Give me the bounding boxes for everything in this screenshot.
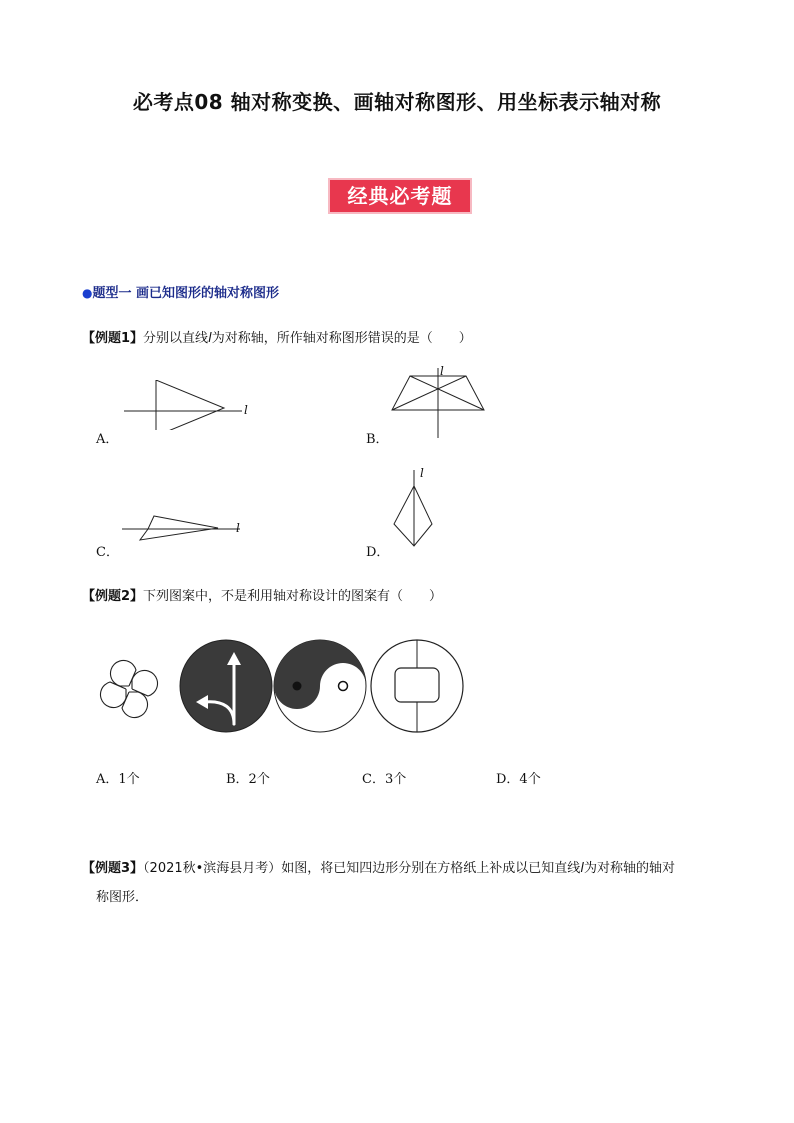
option-a-label: A． — [96, 432, 119, 447]
example-2-text: 下列图案中，不是利用轴对称设计的图案有（ ） — [143, 589, 443, 604]
axis-label-b: l — [440, 364, 444, 378]
coin-hole — [395, 668, 439, 702]
bullet-icon: ● — [82, 286, 93, 300]
option-c-count: C．3个 — [362, 772, 407, 787]
section-header — [82, 282, 279, 301]
option-a-count: A．1个 — [96, 772, 140, 787]
option-d-label: D． — [366, 545, 390, 560]
example-3-question — [82, 857, 675, 876]
example-3-continuation: 称图形． — [96, 890, 149, 905]
axis-label-d: l — [420, 466, 424, 480]
dot-right — [339, 682, 348, 691]
figure-option-a — [120, 380, 260, 430]
dark-circle — [180, 640, 272, 732]
example-1-text-a: 分别以直线 — [143, 331, 209, 346]
triangle-shape — [156, 380, 224, 430]
section-label: 题型一 画已知图形的轴对称图形 — [92, 286, 280, 301]
dot-left — [293, 682, 302, 691]
option-b-label: B． — [366, 432, 389, 447]
figure-option-d — [386, 468, 442, 554]
figure-option-b — [388, 368, 488, 440]
quadrilateral-shape — [140, 516, 218, 540]
example-2-tag: 【例题2】 — [82, 589, 144, 604]
figure-option-c — [118, 506, 248, 544]
example-3-text-b: 为对称轴的轴对 — [583, 861, 675, 876]
yin-yang-pattern — [272, 638, 368, 734]
page-title: 必考点08 轴对称变换、画轴对称图形、用坐标表示轴对称 — [132, 90, 662, 114]
option-d-count: D．4个 — [496, 772, 541, 787]
section-badge: 经典必考题 — [328, 178, 472, 214]
arrow-circle-pattern — [178, 638, 274, 734]
example-1-text-b: 为对称轴，所作轴对称图形错误的是（ ） — [211, 331, 472, 346]
line-variable: l — [580, 861, 584, 876]
diagonal-line — [410, 376, 484, 410]
coin-pattern — [368, 638, 466, 734]
example-1-question — [82, 327, 472, 346]
line-variable: l — [208, 331, 212, 346]
example-3-text-a: （2021秋•滨海县月考）如图，将已知四边形分别在方格纸上补成以已知直线 — [143, 861, 581, 876]
diagonal-line — [392, 376, 466, 410]
kite-shape — [394, 486, 432, 546]
pinwheel-pattern — [80, 640, 178, 738]
example-2-question — [82, 585, 442, 604]
axis-label-c: l — [236, 521, 240, 535]
axis-label-a: l — [244, 403, 248, 417]
option-c-label: C． — [96, 545, 119, 560]
option-b-count: B．2个 — [226, 772, 270, 787]
example-3-tag: 【例题3】 — [82, 861, 144, 876]
example-1-tag: 【例题1】 — [82, 331, 144, 346]
